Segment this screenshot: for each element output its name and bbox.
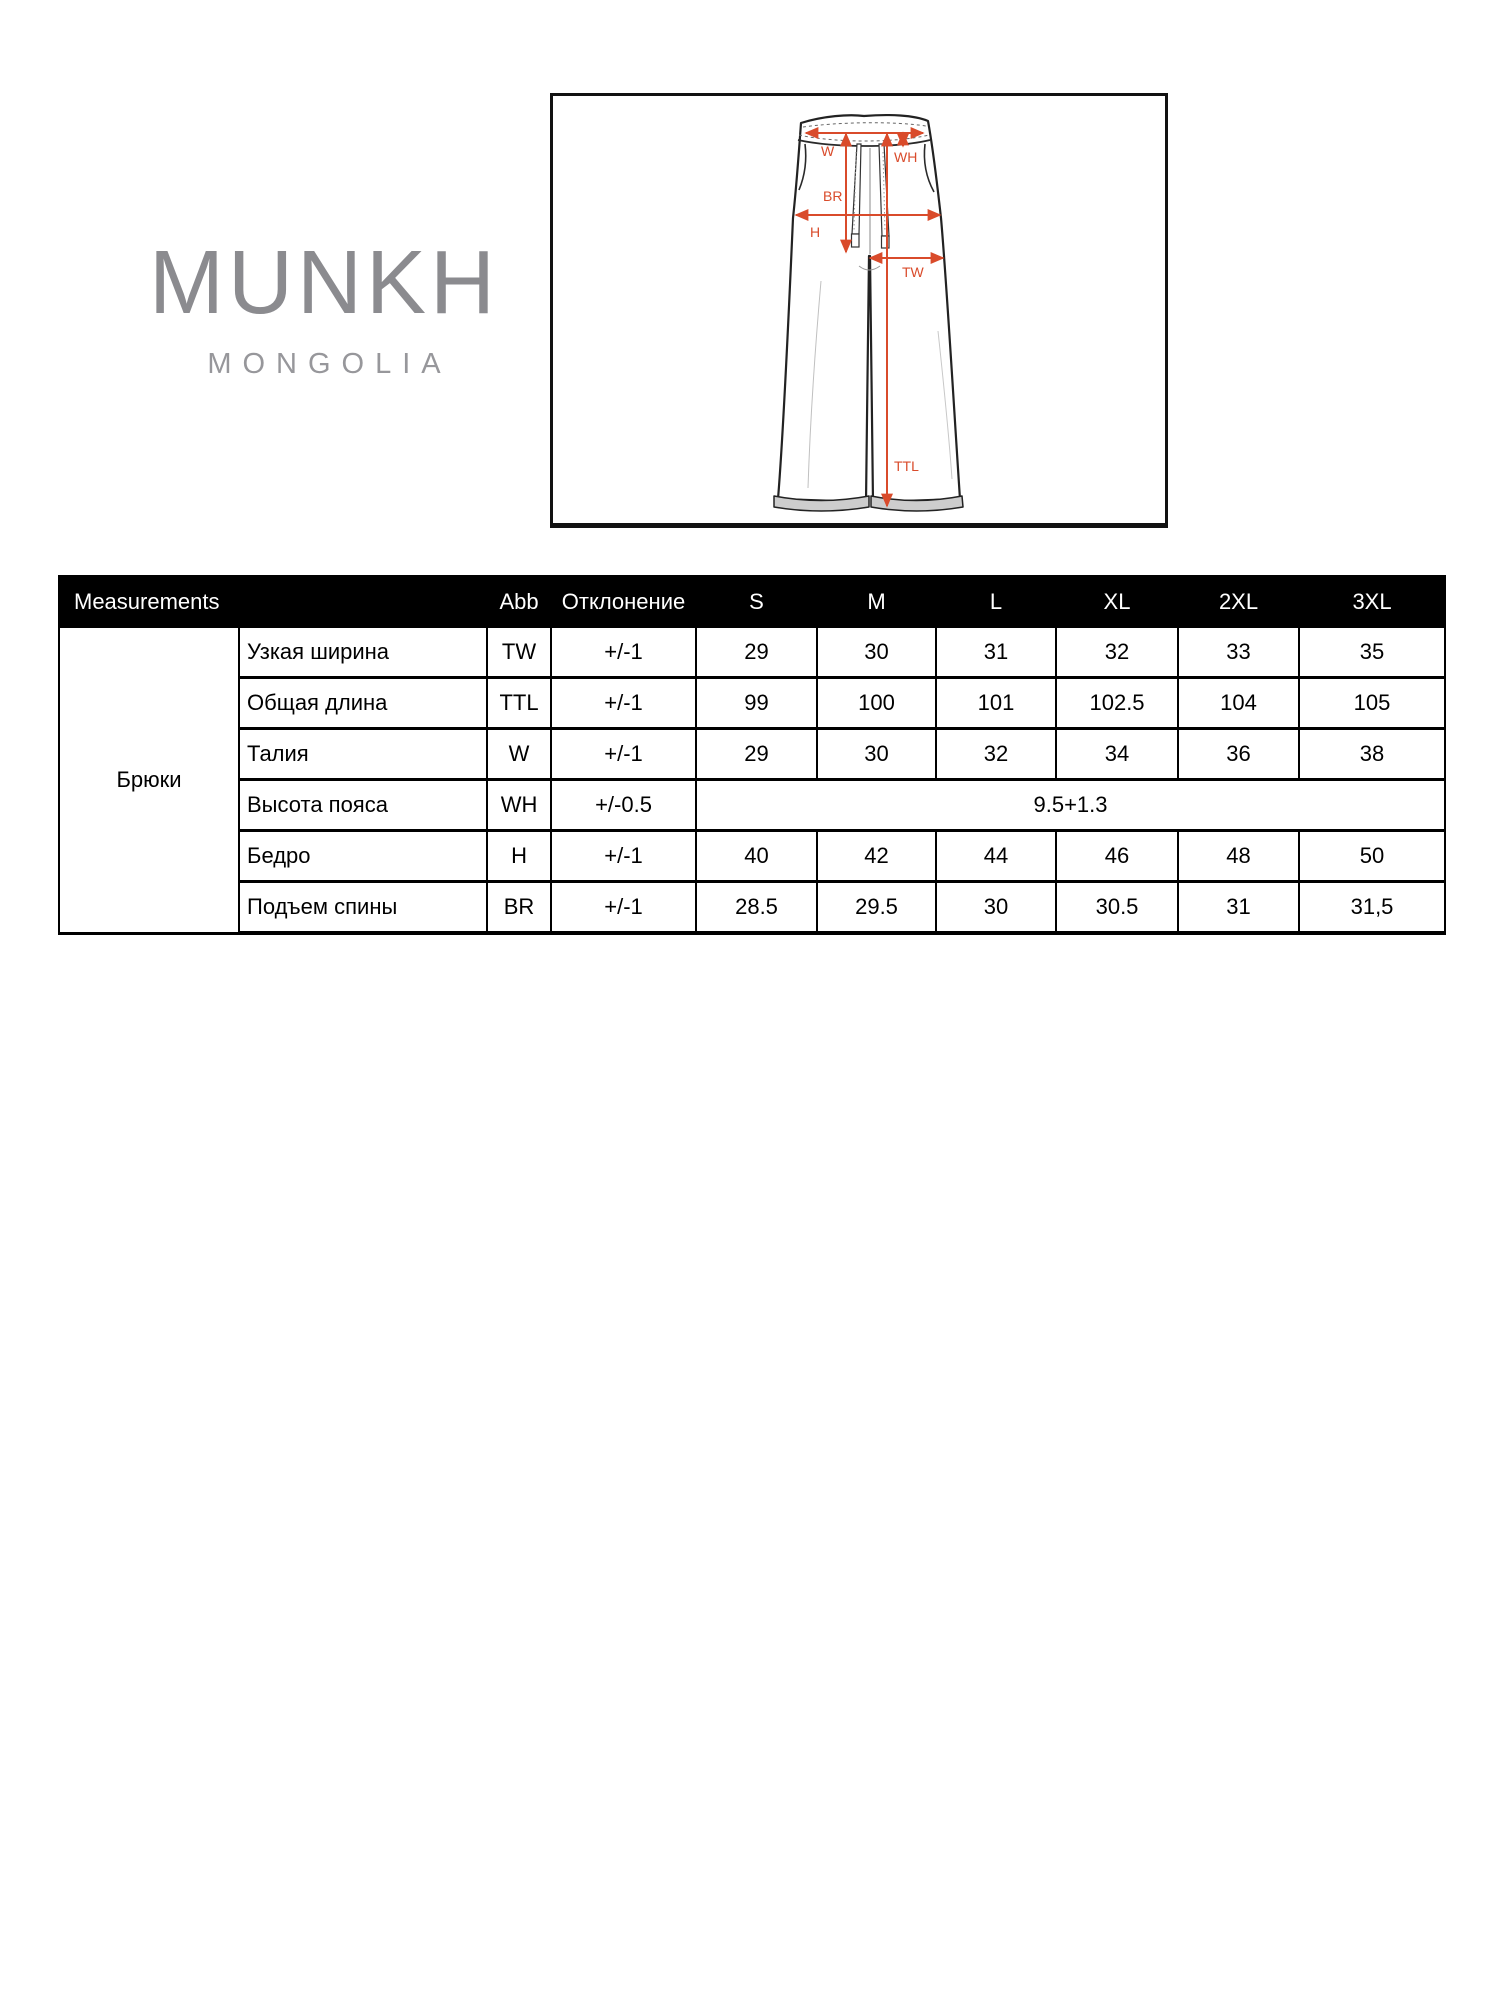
header-measurements: Measurements	[59, 577, 487, 627]
pants-technical-drawing	[553, 96, 1165, 523]
row-abb: TTL	[487, 678, 551, 729]
pants-diagram-box	[550, 93, 1168, 528]
row-label: Талия	[239, 729, 487, 780]
row-abb: H	[487, 831, 551, 882]
cell-value: 31	[936, 627, 1056, 678]
measure-label-ttl: TTL	[894, 458, 919, 474]
cell-value: 42	[817, 831, 936, 882]
row-label: Узкая ширина	[239, 627, 487, 678]
brand-subtitle: MONGOLIA	[207, 348, 452, 380]
row-abb: TW	[487, 627, 551, 678]
cell-value: 33	[1178, 627, 1299, 678]
row-tolerance: +/-1	[551, 831, 696, 882]
header-size-3xl: 3XL	[1299, 577, 1445, 627]
group-cell-pants: Брюки	[59, 627, 239, 934]
row-tolerance: +/-1	[551, 678, 696, 729]
cell-value: 31,5	[1299, 882, 1445, 934]
cell-value: 30	[817, 729, 936, 780]
header-abb: Abb	[487, 577, 551, 627]
cell-value: 48	[1178, 831, 1299, 882]
header-size-l: L	[936, 577, 1056, 627]
cell-value: 38	[1299, 729, 1445, 780]
cell-value: 28.5	[696, 882, 817, 934]
cell-value-span: 9.5+1.3	[696, 780, 1445, 831]
row-label: Бедро	[239, 831, 487, 882]
measure-label-tw: TW	[902, 264, 924, 280]
cell-value: 29.5	[817, 882, 936, 934]
row-label: Подъем спины	[239, 882, 487, 934]
cell-value: 44	[936, 831, 1056, 882]
table-row-back-rise	[59, 882, 1445, 934]
table-row-narrow-width	[59, 627, 1445, 678]
cell-value: 99	[696, 678, 817, 729]
row-tolerance: +/-0.5	[551, 780, 696, 831]
pants-outline	[778, 115, 960, 502]
cell-value: 29	[696, 627, 817, 678]
table-row-waistband-height	[59, 780, 1445, 831]
header-size-m: M	[817, 577, 936, 627]
cell-value: 105	[1299, 678, 1445, 729]
cell-value: 101	[936, 678, 1056, 729]
cell-value: 35	[1299, 627, 1445, 678]
header-tolerance: Отклонение	[551, 577, 696, 627]
cell-value: 104	[1178, 678, 1299, 729]
cell-value: 32	[1056, 627, 1178, 678]
row-abb: WH	[487, 780, 551, 831]
cell-value: 31	[1178, 882, 1299, 934]
cell-value: 30	[817, 627, 936, 678]
cell-value: 50	[1299, 831, 1445, 882]
cell-value: 30.5	[1056, 882, 1178, 934]
row-abb: W	[487, 729, 551, 780]
row-tolerance: +/-1	[551, 882, 696, 934]
cell-value: 36	[1178, 729, 1299, 780]
measure-label-br: BR	[823, 188, 843, 204]
brand-name: MUNKH	[149, 233, 499, 333]
table-row-total-length	[59, 678, 1445, 729]
row-abb: BR	[487, 882, 551, 934]
cell-value: 100	[817, 678, 936, 729]
measure-label-w: W	[821, 143, 835, 159]
cell-value: 32	[936, 729, 1056, 780]
cell-value: 102.5	[1056, 678, 1178, 729]
cell-value: 30	[936, 882, 1056, 934]
row-label: Высота пояса	[239, 780, 487, 831]
measure-label-h: H	[810, 224, 821, 240]
cell-value: 29	[696, 729, 817, 780]
header-size-2xl: 2XL	[1178, 577, 1299, 627]
table-header-row	[59, 577, 1445, 627]
brand-logo	[138, 233, 510, 381]
row-tolerance: +/-1	[551, 729, 696, 780]
cell-value: 40	[696, 831, 817, 882]
table-row-hip	[59, 831, 1445, 882]
row-tolerance: +/-1	[551, 627, 696, 678]
table-row-waist	[59, 729, 1445, 780]
header-size-s: S	[696, 577, 817, 627]
measurements-table	[58, 575, 1446, 935]
cell-value: 34	[1056, 729, 1178, 780]
row-label: Общая длина	[239, 678, 487, 729]
header-size-xl: XL	[1056, 577, 1178, 627]
cell-value: 46	[1056, 831, 1178, 882]
measure-label-wh: WH	[894, 149, 918, 165]
